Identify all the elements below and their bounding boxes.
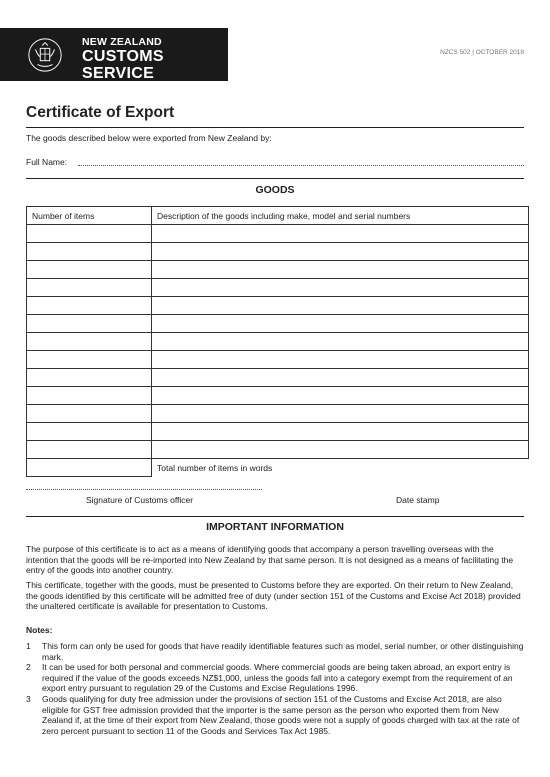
- number-cell[interactable]: [27, 297, 152, 315]
- number-cell[interactable]: [27, 333, 152, 351]
- note-text: Goods qualifying for duty free admission under the provisions of section 151 of the Customs and Excise Act 2018, are also eligible for GST free admission provided that the importer is the same person as the person who exported them from New Zealand if, at the time of their export from New Zealand, those goods were not a supply of goods charged with tax at the rate of zero percent pursuant to section 11 of the Goods and Services Tax Act 1985.: [42, 694, 520, 736]
- description-cell[interactable]: [152, 297, 529, 315]
- agency-line-3: TE MANA ĀRAI O AOTEAROA: [82, 83, 191, 92]
- full-name-field[interactable]: [78, 165, 524, 166]
- form-reference: NZCS 502 | OCTOBER 2018: [440, 49, 524, 56]
- description-cell[interactable]: [152, 225, 529, 243]
- full-name-label: Full Name:: [26, 157, 68, 167]
- agency-line-2: CUSTOMS SERVICE: [82, 48, 164, 82]
- table-row: [27, 441, 529, 459]
- agency-name: [82, 36, 228, 93]
- description-cell[interactable]: [152, 405, 529, 423]
- table-row: [27, 225, 529, 243]
- table-row: [27, 279, 529, 297]
- description-cell[interactable]: [152, 261, 529, 279]
- table-row: [27, 297, 529, 315]
- total-row: [27, 459, 529, 477]
- table-row: [27, 333, 529, 351]
- description-cell[interactable]: [152, 369, 529, 387]
- table-row: [27, 315, 529, 333]
- table-row: [27, 351, 529, 369]
- number-cell[interactable]: [27, 279, 152, 297]
- note-item: [26, 694, 526, 736]
- important-paragraph-1: The purpose of this certificate is to act as a means of identifying goods that accompany a person travelling overseas with the intention that the goods will be re-imported into New Zealand by that same person. It is not designed as a means of facilitating the entry of the goods into another country.: [26, 544, 514, 575]
- page-title: Certificate of Export: [26, 104, 175, 121]
- number-cell[interactable]: [27, 423, 152, 441]
- table-row: [27, 261, 529, 279]
- number-cell[interactable]: [27, 261, 152, 279]
- description-cell[interactable]: [152, 441, 529, 459]
- column-header-description: Description of the goods including make, model and serial numbers: [152, 207, 529, 225]
- number-cell[interactable]: [27, 405, 152, 423]
- note-item: [26, 662, 526, 694]
- number-cell[interactable]: [27, 369, 152, 387]
- total-label: Total number of items in words: [152, 459, 529, 477]
- table-row: [27, 387, 529, 405]
- table-row: [27, 405, 529, 423]
- intro-text: The goods described below were exported from New Zealand by:: [26, 133, 272, 143]
- divider: [26, 127, 524, 128]
- date-stamp-label: Date stamp: [396, 495, 440, 505]
- number-cell[interactable]: [27, 225, 152, 243]
- description-cell[interactable]: [152, 279, 529, 297]
- divider: [26, 178, 524, 179]
- description-cell[interactable]: [152, 423, 529, 441]
- number-cell[interactable]: [27, 351, 152, 369]
- description-cell[interactable]: [152, 351, 529, 369]
- table-row: [27, 423, 529, 441]
- divider: [26, 516, 524, 517]
- table-row: [27, 369, 529, 387]
- coat-of-arms-icon: [26, 36, 64, 74]
- number-cell[interactable]: [27, 243, 152, 261]
- notes-heading: Notes:: [26, 625, 53, 635]
- number-cell[interactable]: [27, 315, 152, 333]
- goods-table: [26, 206, 529, 477]
- column-header-number: Number of items: [27, 207, 152, 225]
- number-cell[interactable]: [27, 441, 152, 459]
- table-header-row: [27, 207, 529, 225]
- note-item: [26, 641, 526, 662]
- goods-heading: GOODS: [255, 184, 295, 196]
- officer-signature-label: Signature of Customs officer: [86, 495, 194, 505]
- note-number: 3: [26, 694, 31, 704]
- officer-signature-field[interactable]: [26, 489, 262, 490]
- total-number-cell[interactable]: [27, 459, 152, 477]
- note-number: 1: [26, 641, 31, 651]
- description-cell[interactable]: [152, 315, 529, 333]
- description-cell[interactable]: [152, 243, 529, 261]
- agency-line-1: NEW ZEALAND: [82, 36, 162, 48]
- note-text: It can be used for both personal and commercial goods. Where commercial goods are being taken abroad, an export entry is required if the value of the goods exceeds NZ$1,000, unless the goods fall into a category exempt from the requirement of an export entry pursuant to regulation 29 of the Customs and Excise Regulations 1996.: [42, 662, 513, 693]
- note-number: 2: [26, 662, 31, 672]
- description-cell[interactable]: [152, 333, 529, 351]
- table-row: [27, 243, 529, 261]
- important-heading: IMPORTANT INFORMATION: [206, 521, 344, 533]
- important-paragraph-2: This certificate, together with the goods, must be presented to Customs before they are exported. On their return to New Zealand, the goods identified by this certificate will be admitted free of duty (under section 151 of the Customs and Excise Act 2018) provided the unaltered certificate is available for presentation to Customs.: [26, 580, 521, 611]
- number-cell[interactable]: [27, 387, 152, 405]
- agency-header: [0, 28, 228, 92]
- description-cell[interactable]: [152, 387, 529, 405]
- note-text: This form can only be used for goods that have readily identifiable features such as model, serial number, or other distinguishing mark.: [42, 641, 524, 662]
